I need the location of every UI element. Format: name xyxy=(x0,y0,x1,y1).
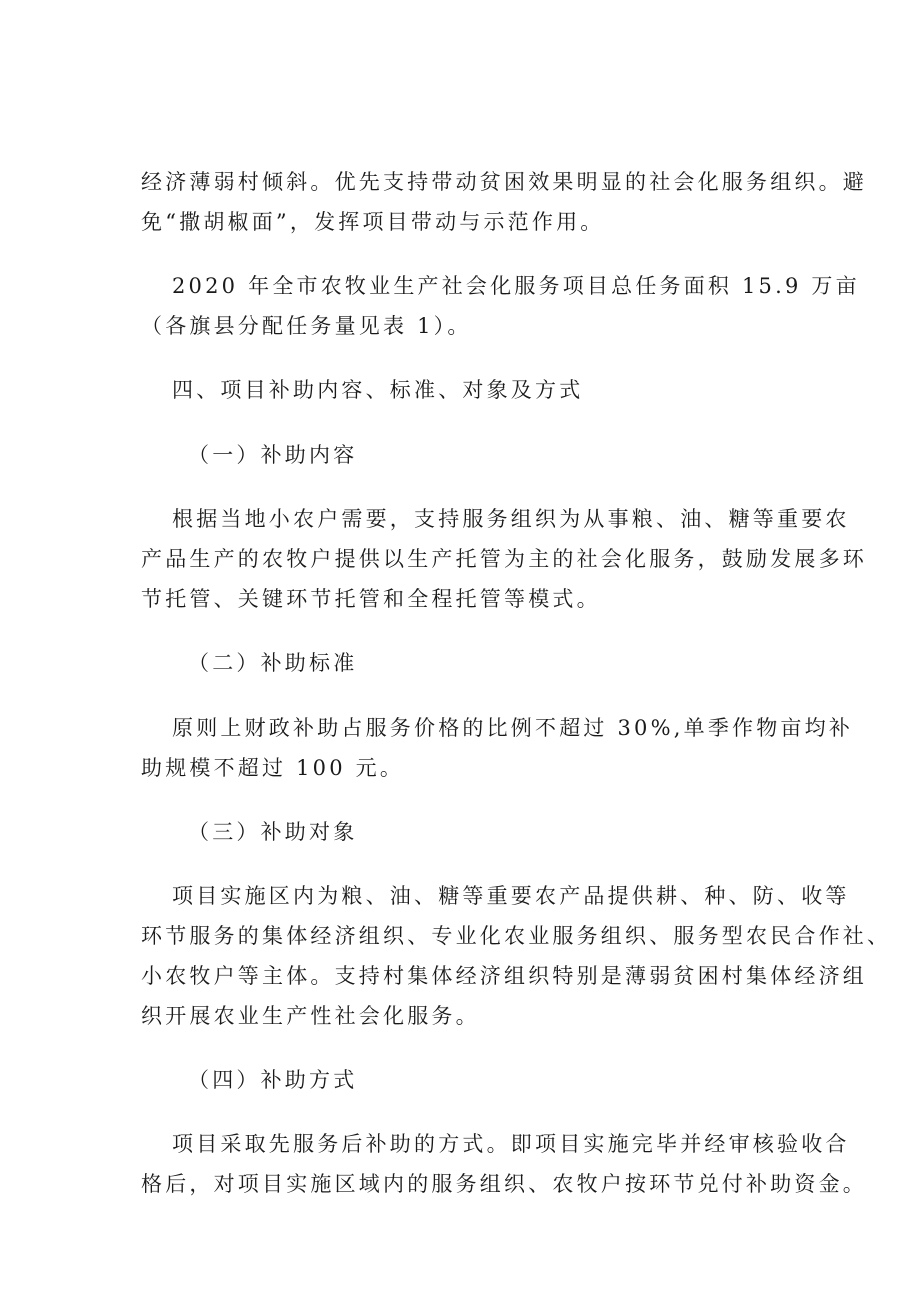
text-line: 免“撒胡椒面”，发挥项目带动与示范作用。 xyxy=(141,210,605,234)
text-line: （各旗县分配任务量见表 1）。 xyxy=(141,314,472,338)
text-line: 助规模不超过 100 元。 xyxy=(141,756,405,780)
text-line: 产品生产的农牧户提供以生产托管为主的社会化服务，鼓励发展多环 xyxy=(141,547,867,571)
paragraph-subsidy-content xyxy=(141,499,867,619)
subsection-heading-standard: （二）补助标准 xyxy=(188,651,358,675)
subsection-heading-content: （一）补助内容 xyxy=(188,443,358,467)
paragraph-total-task-area xyxy=(141,266,860,346)
text-line: 2020 年全市农牧业生产社会化服务项目总任务面积 15.9 万亩 xyxy=(172,274,860,298)
text-line: 小农牧户等主体。支持村集体经济组织特别是薄弱贫困村集体经济组 xyxy=(141,964,867,988)
subsection-heading-method: （四）补助方式 xyxy=(188,1068,358,1092)
paragraph-subsidy-target xyxy=(141,876,892,1036)
paragraph-subsidy-method xyxy=(141,1124,867,1204)
text-line: 根据当地小农户需要，支持服务组织为从事粮、油、糖等重要农 xyxy=(172,507,850,531)
paragraph-subsidy-standard xyxy=(141,708,854,788)
text-line: 项目采取先服务后补助的方式。即项目实施完毕并经审核验收合 xyxy=(172,1132,850,1156)
text-line: 节托管、关键环节托管和全程托管等模式。 xyxy=(141,587,601,611)
document-body xyxy=(141,162,892,1204)
text-line: 环节服务的集体经济组织、专业化农业服务组织、服务型农民合作社、 xyxy=(141,924,892,948)
text-line: 格后，对项目实施区域内的服务组织、农牧户按环节兑付补助资金。 xyxy=(141,1172,867,1196)
section-heading-subsidy: 四、项目补助内容、标准、对象及方式 xyxy=(172,378,584,402)
text-line: 织开展农业生产性社会化服务。 xyxy=(141,1004,480,1028)
subsection-heading-target: （三）补助对象 xyxy=(188,820,358,844)
text-line: 原则上财政补助占服务价格的比例不超过 30%,单季作物亩均补 xyxy=(172,716,854,740)
paragraph-poverty-priority xyxy=(141,162,867,242)
text-line: 经济薄弱村倾斜。优先支持带动贫困效果明显的社会化服务组织。避 xyxy=(141,170,867,194)
text-line: 项目实施区内为粮、油、糖等重要农产品提供耕、种、防、收等 xyxy=(172,884,850,908)
